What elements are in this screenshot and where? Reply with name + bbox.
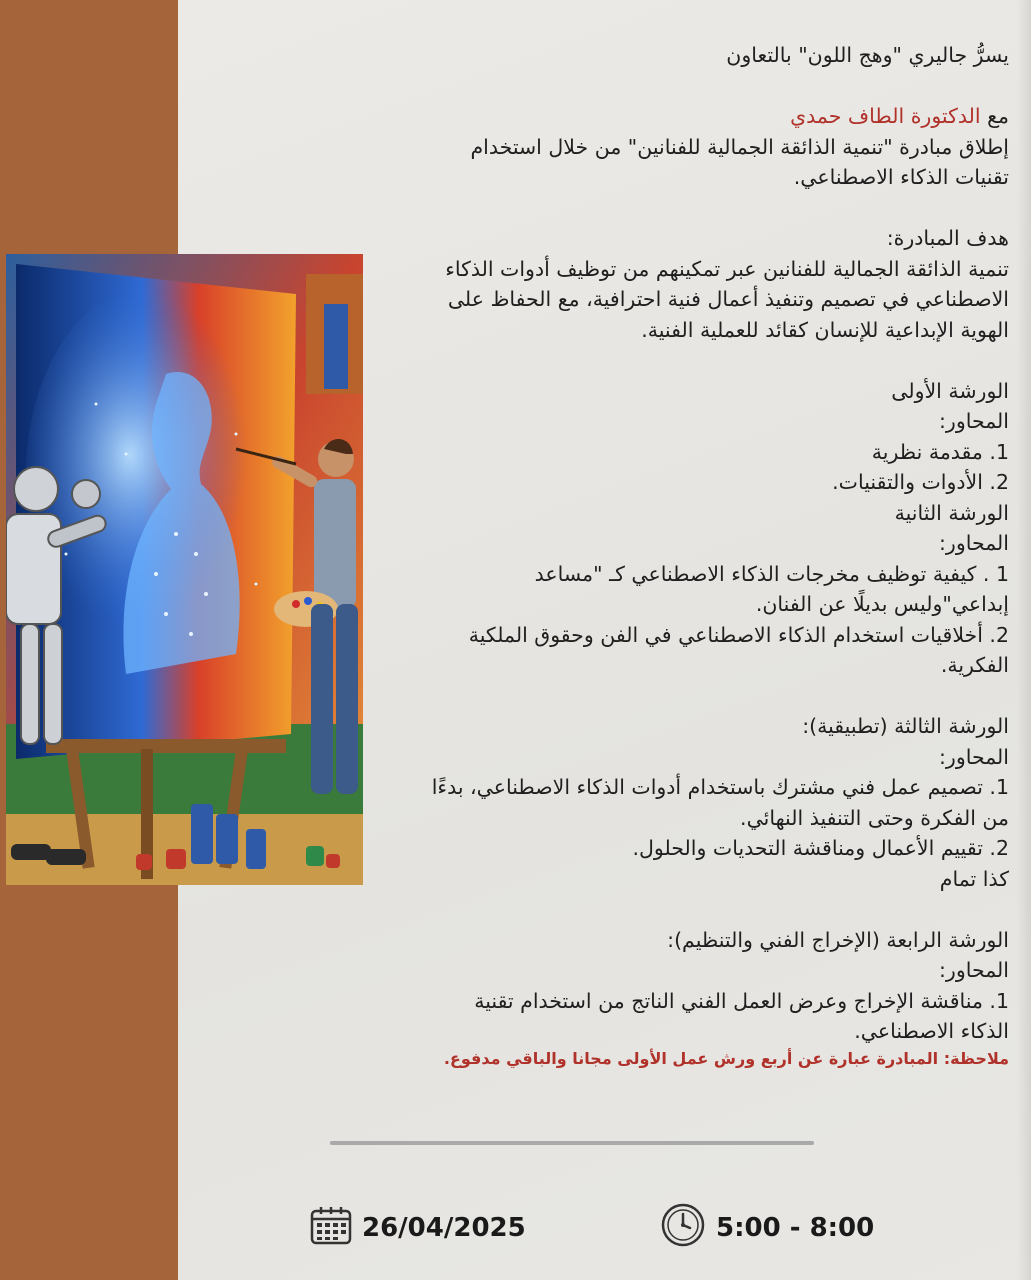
with-prefix: مع	[980, 104, 1009, 128]
workshop2-title: الورشة الثانية	[894, 500, 1009, 525]
goal-line-1: تنمية الذائقة الجمالية للفنانين عبر تمكينهم من توظيف أدوات الذكاء	[445, 256, 1009, 281]
workshop2-item1-line1: 1 . كيفية توظيف مخرجات الذكاء الاصطناعي كـ "مساعد	[534, 561, 1009, 586]
workshop4-axes: المحاور:	[939, 958, 1009, 982]
workshop4-item1-line1: 1. مناقشة الإخراج وعرض العمل الفني الناتج من استخدام تقنية	[474, 988, 1009, 1013]
poster-text	[369, 40, 1009, 1071]
event-date	[310, 1205, 526, 1251]
workshop4-title: الورشة الرابعة (الإخراج الفني والتنظيم):	[667, 927, 1009, 952]
goal-line-2: الاصطناعي في تصميم وتنفيذ أعمال فنية احترافية، مع الحفاظ على	[447, 287, 1009, 311]
intro-line: يسرُّ جاليري "وهج اللون" بالتعاون	[726, 43, 1009, 67]
goal-heading: هدف المبادرة:	[886, 226, 1009, 250]
workshop3-extra: كذا تمام	[939, 866, 1009, 891]
doctor-name: الدكتورة الطاف حمدي	[790, 104, 981, 128]
event-time	[660, 1205, 874, 1251]
workshop1-item-2: 2. الأدوات والتقنيات.	[832, 470, 1009, 494]
ai-art-illustration	[6, 254, 363, 885]
partner-line	[369, 101, 1009, 132]
workshop3-item1-line2: من الفكرة وحتى التنفيذ النهائي.	[740, 805, 1009, 830]
divider	[330, 1141, 814, 1145]
paper-edge-shadow	[1017, 0, 1031, 1280]
time-text: 5:00 - 8:00	[716, 1213, 875, 1243]
workshop4-item1-line2: الذكاء الاصطناعي.	[854, 1019, 1009, 1043]
launch-line-1: إطلاق مبادرة "تنمية الذائقة الجمالية للفنانين" من خلال استخدام	[470, 134, 1009, 159]
workshop3-item1-line1: 1. تصميم عمل فني مشترك باستخدام أدوات الذكاء الاصطناعي، بدءًا	[431, 775, 1009, 799]
note-text: ملاحظة: المبادرة عبارة عن أربع ورش عمل الأولى مجانا والباقي مدفوع.	[443, 1048, 1009, 1068]
workshop3-axes: المحاور:	[939, 744, 1009, 769]
workshop2-item2-line2: الفكرية.	[940, 653, 1009, 677]
goal-line-3: الهوية الإبداعية للإنسان كقائد للعملية الفنية.	[641, 317, 1009, 342]
workshop1-title: الورشة الأولى	[891, 378, 1009, 403]
workshop2-item2-line1: 2. أخلاقيات استخدام الذكاء الاصطناعي في الفن وحقوق الملكية	[468, 622, 1009, 647]
workshop3-item2: 2. تقييم الأعمال ومناقشة التحديات والحلول.	[632, 836, 1009, 860]
clock-icon	[660, 1202, 706, 1255]
workshop2-item1-line2: إبداعي"وليس بديلًا عن الفنان.	[755, 592, 1009, 616]
calendar-icon	[310, 1205, 352, 1252]
workshop3-title: الورشة الثالثة (تطبيقية):	[802, 714, 1009, 738]
workshop1-axes: المحاور:	[939, 409, 1009, 433]
workshop1-item-1: 1. مقدمة نظرية	[871, 439, 1009, 464]
workshop2-axes: المحاور:	[939, 531, 1009, 555]
launch-line-2: تقنيات الذكاء الاصطناعي.	[793, 165, 1009, 189]
date-text: 26/04/2025	[362, 1213, 526, 1243]
